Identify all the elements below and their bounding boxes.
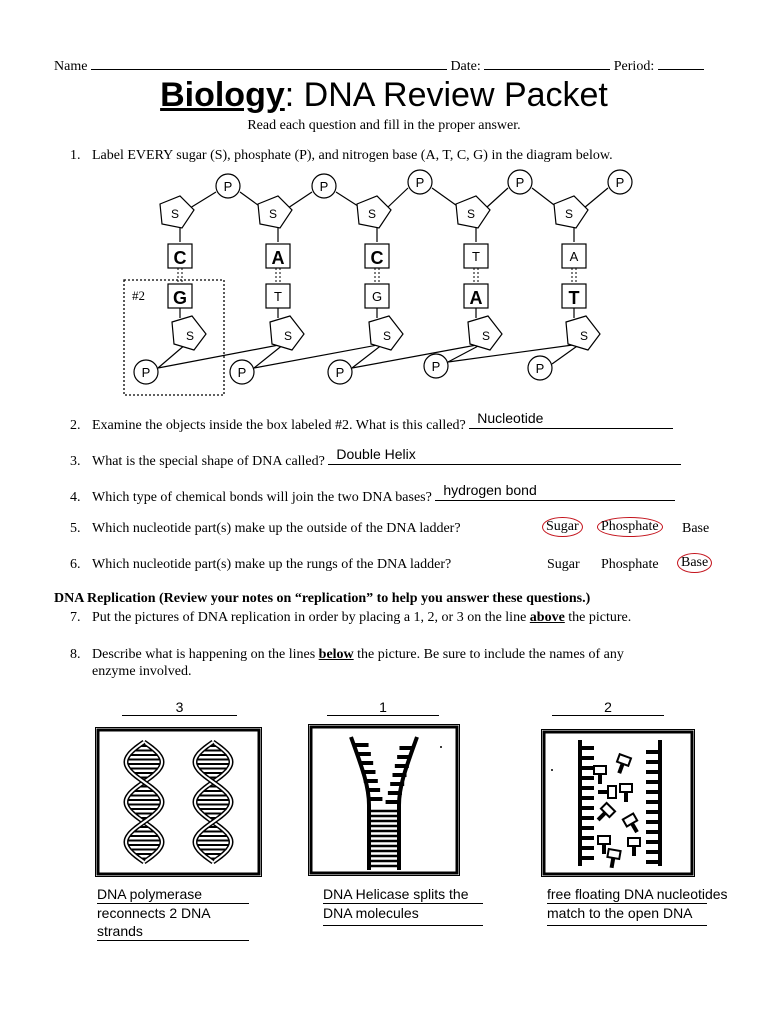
q5-option-phosphate[interactable]: Phosphate <box>597 517 663 537</box>
question-8: 8. Describe what is happening on the lines below the picture. Be sure to include the names of any enzyme involved. <box>70 647 624 679</box>
top-base-label: A <box>569 249 579 264</box>
picture-double-helices <box>95 727 262 877</box>
page-title <box>0 76 768 115</box>
bottom-base-label: T <box>274 289 282 304</box>
section-heading: DNA Replication (Review your notes on “replication” to help you answer these questions.) <box>54 591 591 606</box>
q6-option-sugar[interactable]: Sugar <box>547 557 580 572</box>
top-base-label: A <box>271 248 285 268</box>
date-label: Date: <box>450 59 481 74</box>
phosphate-label: P <box>335 365 345 380</box>
order-line-2[interactable]: 1 <box>327 699 439 716</box>
phosphate-label: P <box>319 179 329 194</box>
answer-3: Double Helix <box>336 446 416 462</box>
answer-2: Nucleotide <box>477 410 544 426</box>
box-label: #2 <box>132 288 145 303</box>
question-6: 6. Which nucleotide part(s) make up the rungs of the DNA ladder? <box>70 557 452 572</box>
dna-diagram <box>100 164 625 398</box>
q6-option-base[interactable]: Base <box>677 553 712 573</box>
sugar-label: S <box>382 329 392 343</box>
picture-unzipping-dna <box>308 724 460 876</box>
answer-line-4[interactable] <box>435 482 675 501</box>
top-base-label: T <box>472 249 480 264</box>
sugar-label: S <box>466 207 476 221</box>
top-base-label: C <box>370 248 384 268</box>
q6-option-phosphate[interactable]: Phosphate <box>601 557 659 572</box>
header-line <box>54 57 714 75</box>
bottom-base-label: G <box>371 289 383 304</box>
top-base-label: C <box>173 248 187 268</box>
bottom-base-label: G <box>172 288 188 308</box>
phosphate-label: P <box>141 365 151 380</box>
nucleotide-matching <box>551 740 660 869</box>
q5-option-base[interactable]: Base <box>682 521 710 536</box>
question-3: 3. What is the special shape of DNA called? Double Helix <box>70 450 681 470</box>
sugar-label: S <box>170 207 180 221</box>
title-rest: : DNA Review Packet <box>284 76 608 114</box>
sugar-label: S <box>268 207 278 221</box>
instructions: Read each question and fill in the proper answer. <box>247 118 521 133</box>
question-1: 1. Label EVERY sugar (S), phosphate (P), and nitrogen base (A, T, C, G) in the diagram below. <box>70 148 613 163</box>
answer-line-2[interactable] <box>469 410 673 429</box>
question-2: 2. Examine the objects inside the box labeled #2. What is this called? Nucleotide <box>70 414 673 434</box>
q5-option-sugar[interactable]: Sugar <box>542 517 583 537</box>
phosphate-label: P <box>415 175 425 190</box>
title-bold: Biology <box>160 76 285 114</box>
phosphate-label: P <box>223 179 233 194</box>
question-4: 4. Which type of chemical bonds will join the two DNA bases? hydrogen bond <box>70 486 675 506</box>
sugar-label: S <box>579 329 589 343</box>
sugar-label: S <box>367 207 377 221</box>
bottom-base-label: A <box>469 288 483 308</box>
helix-left <box>126 742 162 862</box>
sugar-label: S <box>283 329 293 343</box>
name-field[interactable] <box>91 57 447 70</box>
bottom-base-label: T <box>568 288 580 308</box>
description-1: DNA polymerase reconnects 2 DNA strands <box>97 885 257 941</box>
phosphate-label: P <box>615 175 625 190</box>
description-3: free floating DNA nucleotides match to the open DNA <box>547 885 762 926</box>
question-7: 7. Put the pictures of DNA replication in order by placing a 1, 2, or 3 on the line above the picture. <box>70 610 632 625</box>
date-field[interactable] <box>484 57 610 70</box>
period-label: Period: <box>613 59 655 74</box>
answer-4: hydrogen bond <box>443 482 537 498</box>
order-line-3[interactable]: 2 <box>552 699 664 716</box>
phosphate-label: P <box>515 175 525 190</box>
unzipping-strands <box>351 737 442 870</box>
phosphate-label: P <box>535 361 545 376</box>
phosphate-label: P <box>431 359 441 374</box>
description-2: DNA Helicase splits the DNA molecules <box>323 885 493 926</box>
sugar-label: S <box>564 207 574 221</box>
answer-line-3[interactable] <box>328 446 681 465</box>
period-field[interactable] <box>658 57 704 70</box>
order-line-1[interactable]: 3 <box>122 699 237 716</box>
helix-right <box>195 742 231 862</box>
question-5: 5. Which nucleotide part(s) make up the outside of the DNA ladder? <box>70 521 461 536</box>
sugar-label: S <box>185 329 195 343</box>
sugar-label: S <box>481 329 491 343</box>
phosphate-label: P <box>237 365 247 380</box>
picture-free-nucleotides <box>541 729 695 877</box>
name-label: Name <box>54 59 88 74</box>
